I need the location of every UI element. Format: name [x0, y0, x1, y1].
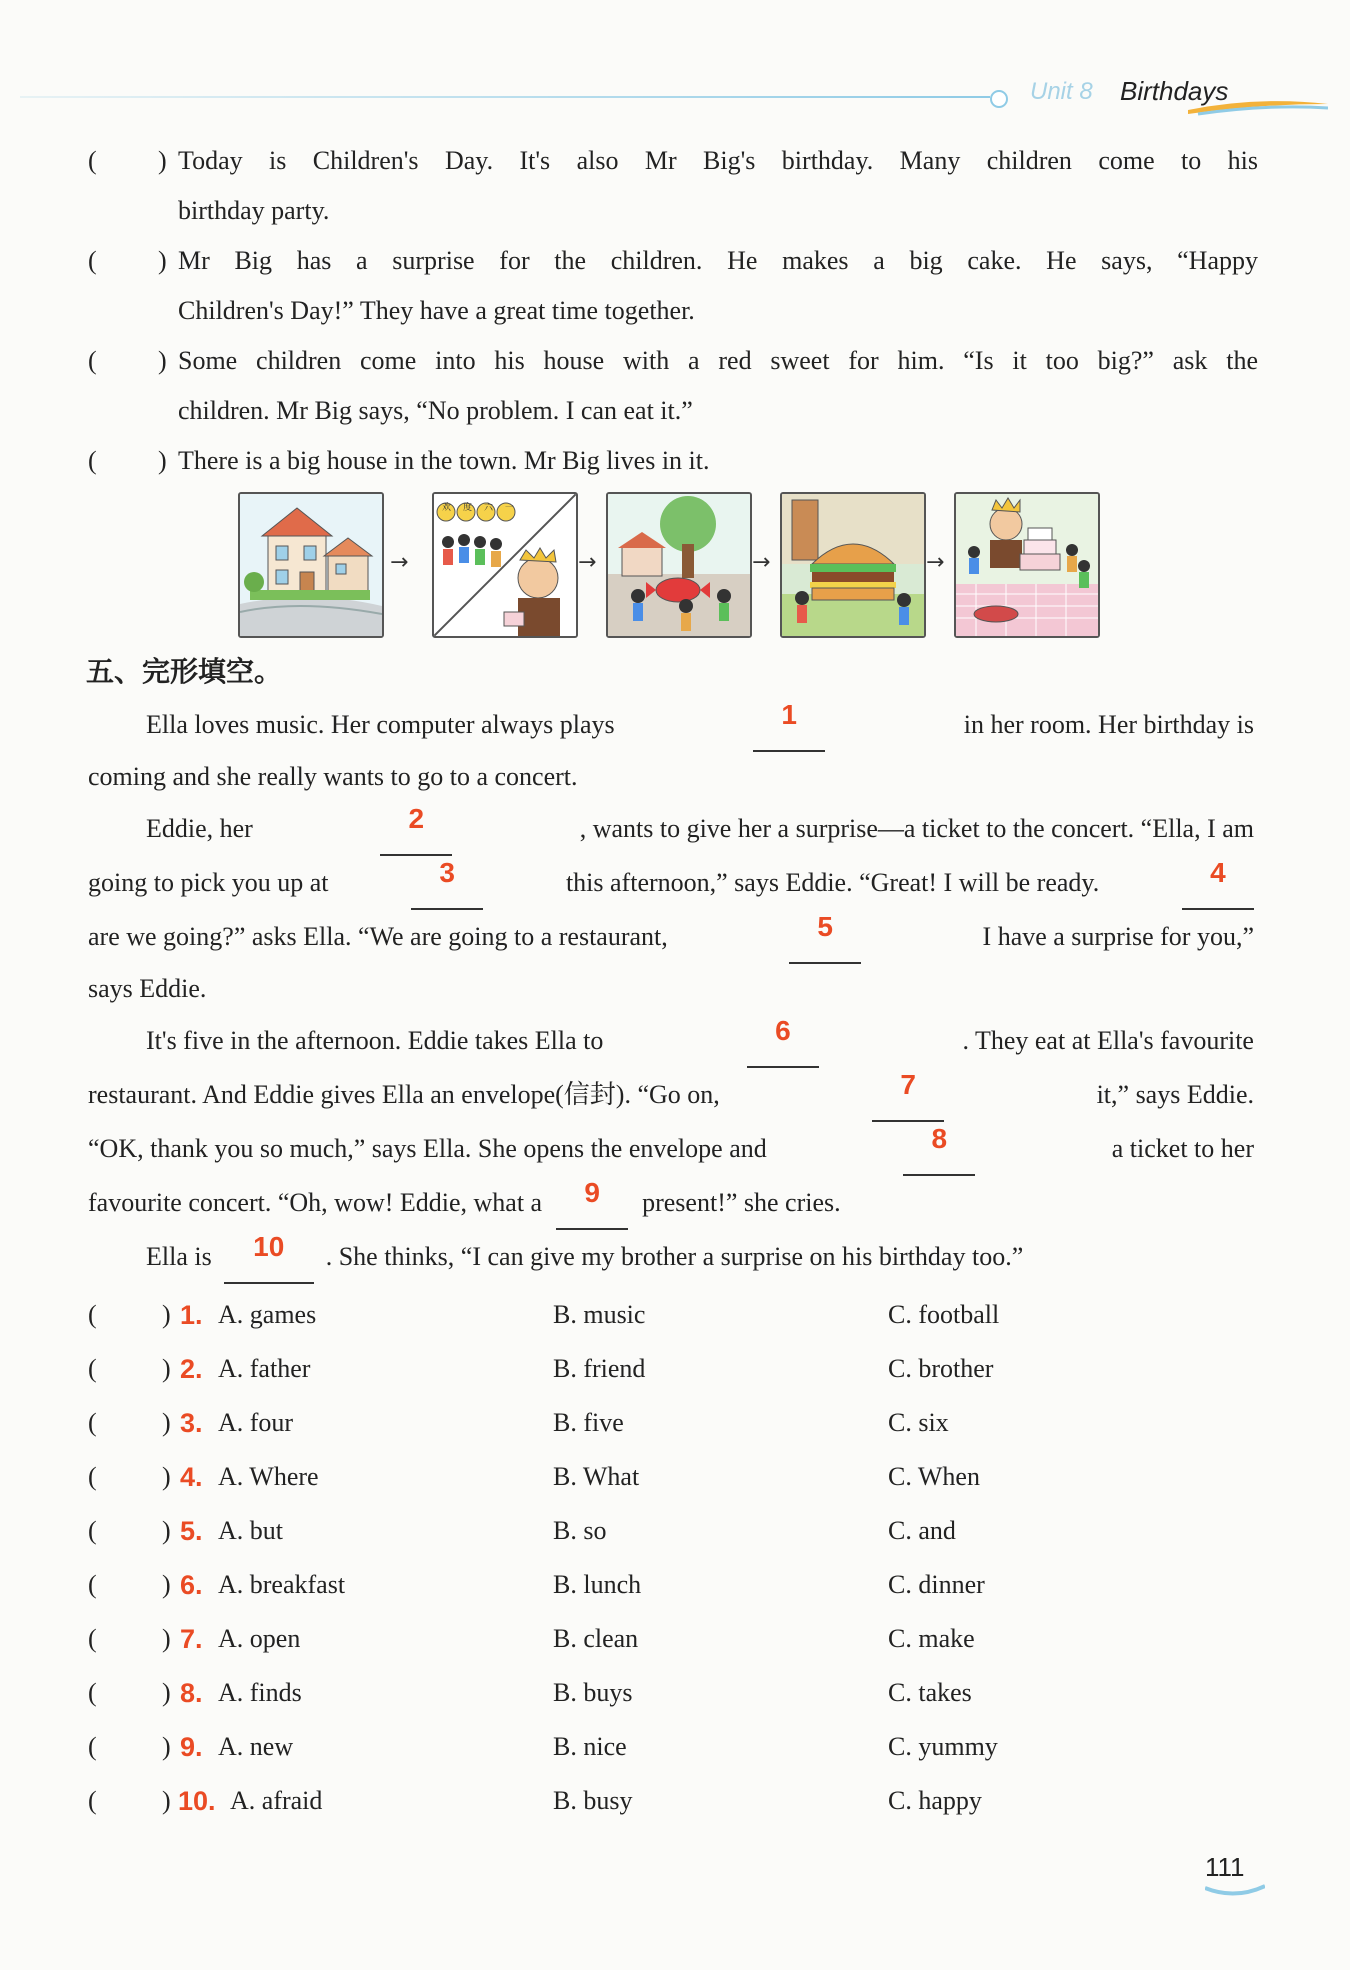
option-b[interactable]: B. busy	[553, 1786, 633, 1815]
question-number: 7.	[180, 1624, 203, 1654]
question-number: 4.	[180, 1462, 203, 1492]
answer-slot[interactable]: (	[88, 1300, 97, 1329]
picture-big-cake	[780, 492, 926, 638]
option-a[interactable]: A. afraid	[230, 1786, 323, 1815]
option-a[interactable]: A. games	[218, 1300, 317, 1329]
picture-children-with-sweet	[606, 492, 752, 638]
swoosh-icon	[1205, 1884, 1265, 1898]
blank-8[interactable]: 8	[903, 1122, 975, 1176]
option-a[interactable]: A. father	[218, 1354, 311, 1383]
choice-row: ( ) 5. A. but B. so C. and	[88, 1506, 1258, 1556]
question-number: 6.	[180, 1570, 203, 1600]
option-a[interactable]: A. but	[218, 1516, 283, 1545]
option-a[interactable]: A. Where	[218, 1462, 319, 1491]
passage-line: restaurant. And Eddie gives Ella an envelope(信封). “Go on, 7 it,” says Eddie.	[88, 1068, 1254, 1122]
passage-line: favourite concert. “Oh, wow! Eddie, what a 9 present!” she cries.	[88, 1176, 1254, 1230]
swoosh-icon	[1188, 100, 1328, 116]
option-b[interactable]: B. five	[553, 1408, 624, 1437]
blank-7[interactable]: 7	[872, 1068, 944, 1122]
blank-10[interactable]: 10	[224, 1230, 314, 1284]
order-item-text: Mr Big has a surprise for the children. He makes a big cake. He says, “Happy	[178, 246, 1258, 275]
option-b[interactable]: B. buys	[553, 1678, 633, 1707]
header-rule	[20, 96, 990, 98]
passage-line: “OK, thank you so much,” says Ella. She opens the envelope and 8 a ticket to her	[88, 1122, 1254, 1176]
option-c[interactable]: C. brother	[888, 1354, 994, 1383]
arrow-icon: →	[926, 550, 945, 575]
order-item-text: There is a big house in the town. Mr Big lives in it.	[178, 446, 710, 475]
passage-line: It's five in the afternoon. Eddie takes Ella to 6 . They eat at Ella's favourite	[88, 1014, 1254, 1068]
blank-4[interactable]: 4	[1182, 856, 1254, 910]
choice-row: ( ) 1. A. games B. music C. football	[88, 1290, 1258, 1340]
option-c[interactable]: C. yummy	[888, 1732, 998, 1761]
choice-row: ( ) 2. A. father B. friend C. brother	[88, 1344, 1258, 1394]
option-c[interactable]: C. happy	[888, 1786, 982, 1815]
order-item-text: Today is Children's Day. It's also Mr Big's birthday. Many children come to his	[178, 146, 1258, 175]
header-dot-icon	[990, 90, 1008, 108]
question-number: 9.	[180, 1732, 203, 1762]
option-a[interactable]: A. finds	[218, 1678, 302, 1707]
answer-slot[interactable]: (	[88, 1462, 97, 1491]
choice-row: ( ) 3. A. four B. five C. six	[88, 1398, 1258, 1448]
choice-row: ( ) 4. A. Where B. What C. When	[88, 1452, 1258, 1502]
choice-row: ( ) 9. A. new B. nice C. yummy	[88, 1722, 1258, 1772]
passage-line: Ella loves music. Her computer always plays 1 in her room. Her birthday is	[88, 698, 1254, 752]
picture-party	[954, 492, 1100, 638]
blank-1[interactable]: 1	[753, 698, 825, 752]
passage-line: going to pick you up at 3 this afternoon,” says Eddie. “Great! I will be ready. 4	[88, 856, 1254, 910]
question-number: 2.	[180, 1354, 203, 1384]
picture-sequence	[238, 492, 1104, 638]
blank-2[interactable]: 2	[380, 802, 452, 856]
option-a[interactable]: A. new	[218, 1732, 294, 1761]
option-b[interactable]: B. What	[553, 1462, 640, 1491]
passage-line: says Eddie.	[88, 974, 207, 1003]
choice-row: ( ) 7. A. open B. clean C. make	[88, 1614, 1258, 1664]
option-a[interactable]: A. open	[218, 1624, 301, 1653]
order-item-continuation: birthday party.	[178, 196, 330, 225]
passage-line: are we going?” asks Ella. “We are going to a restaurant, 5 I have a surprise for you,”	[88, 910, 1254, 964]
question-number: 5.	[180, 1516, 203, 1546]
picture-childrens-day	[432, 492, 578, 638]
order-item-continuation: children. Mr Big says, “No problem. I can eat it.”	[178, 396, 693, 425]
choice-row: ( ) 10. A. afraid B. busy C. happy	[88, 1776, 1258, 1826]
answer-slot[interactable]: (	[88, 1516, 97, 1545]
choice-row: ( ) 6. A. breakfast B. lunch C. dinner	[88, 1560, 1258, 1610]
option-a[interactable]: A. breakfast	[218, 1570, 346, 1599]
answer-slot[interactable]: (	[88, 1624, 97, 1653]
arrow-icon: →	[752, 550, 771, 575]
question-number: 8.	[180, 1678, 203, 1708]
unit-label: Unit 8	[1030, 78, 1093, 105]
option-c[interactable]: C. make	[888, 1624, 975, 1653]
answer-slot[interactable]: (	[88, 1408, 97, 1437]
option-a[interactable]: A. four	[218, 1408, 294, 1437]
workbook-page: Unit 8 Birthdays ( ) Today is Children's Day. It's also Mr Big's birthday. Many children come to his birthday party. ( ) Mr Big has a surprise for the children. He makes a big cake. He says, “Happy Children's Day!” They have a great time together. ( ) Some children come into his house with a red sweet for him. “Is it too big?” ask the children. Mr Big says, “No problem. I can eat it.” ( ) There is a big house in the town. Mr Big lives in it. → 欢 度 六 一 → → → 五、完形填空。 Ella loves music. Her computer always plays 1 in her room. Her birthday is coming and she really wants to go to a concert. Eddie, her 2 , wants to give her a surprise—a ticket to the concert. “Ella, I am going to pick you up at 3 this afternoon,” says Eddie. “Great! I will be ready. 4 are we going?” asks Ella. “We are going to a restaurant, 5 I have a surprise for you,” says Eddie. It's five in the afternoon. Eddie takes Ella to 6 . They eat at Ella's favourite restaurant. And Eddie gives Ella an envelope(信封). “Go on, 7 it,” says Eddie. “OK, thank you so much,” says Ella. She opens the envelope and 8 a ticket to her favourite concert. “Oh, wow! Eddie, what a 9 present!” she cries. Ella is 10 . She thinks, “I can give my brother a surprise on his birthday too.” ( ) 1. A. games B. music C. football ( ) 2. A. father B. friend C. brother ( ) 3. A. four B. five C. six ( ) 4. A. Where B. What C. When ( ) 5. A. but B. so C. and ( ) 6. A. breakfast B. lunch C. dinner ( ) 7. A. open B. clean C. make ( ) 8. A. finds B. buys C. takes ( ) 9. A. new B. nice C. yummy ( ) 10. A. afraid B. busy C. happy 111	[0, 0, 1350, 1970]
option-b[interactable]: B. nice	[553, 1732, 627, 1761]
option-c[interactable]: C. When	[888, 1462, 980, 1491]
question-number: 3.	[180, 1408, 203, 1438]
page-number: 111	[1205, 1852, 1245, 1882]
question-number: 1.	[180, 1300, 203, 1330]
option-b[interactable]: B. so	[553, 1516, 607, 1545]
option-c[interactable]: C. dinner	[888, 1570, 985, 1599]
option-b[interactable]: B. friend	[553, 1354, 646, 1383]
order-item-text: Some children come into his house with a red sweet for him. “Is it too big?” ask the	[178, 346, 1258, 375]
option-b[interactable]: B. clean	[553, 1624, 639, 1653]
picture-house	[238, 492, 384, 638]
blank-3[interactable]: 3	[411, 856, 483, 910]
choice-row: ( ) 8. A. finds B. buys C. takes	[88, 1668, 1258, 1718]
option-c[interactable]: C. six	[888, 1408, 949, 1437]
passage-line: Ella is 10 . She thinks, “I can give my brother a surprise on his birthday too.”	[88, 1230, 1254, 1284]
option-c[interactable]: C. and	[888, 1516, 956, 1545]
section-title: 五、完形填空。	[86, 655, 283, 688]
arrow-icon: →	[578, 550, 597, 575]
blank-6[interactable]: 6	[747, 1014, 819, 1068]
option-c[interactable]: C. takes	[888, 1678, 972, 1707]
arrow-icon: →	[390, 550, 409, 575]
answer-slot[interactable]: (	[88, 1786, 97, 1815]
question-number: 10.	[178, 1786, 216, 1816]
passage-line: Eddie, her 2 , wants to give her a surprise—a ticket to the concert. “Ella, I am	[88, 802, 1254, 856]
order-item-continuation: Children's Day!” They have a great time together.	[178, 296, 695, 325]
option-b[interactable]: B. music	[553, 1300, 646, 1329]
passage-line: coming and she really wants to go to a concert.	[88, 762, 578, 791]
answer-slot[interactable]: (	[88, 1354, 97, 1383]
answer-slot[interactable]: (	[88, 1732, 97, 1761]
answer-slot[interactable]: (	[88, 1570, 97, 1599]
blank-5[interactable]: 5	[789, 910, 861, 964]
blank-9[interactable]: 9	[556, 1176, 628, 1230]
answer-slot[interactable]: (	[88, 1678, 97, 1707]
banner-text: 欢 度 六 一	[441, 503, 514, 513]
option-b[interactable]: B. lunch	[553, 1570, 642, 1599]
unit-title: Birthdays	[1120, 76, 1229, 106]
option-c[interactable]: C. football	[888, 1300, 1000, 1329]
